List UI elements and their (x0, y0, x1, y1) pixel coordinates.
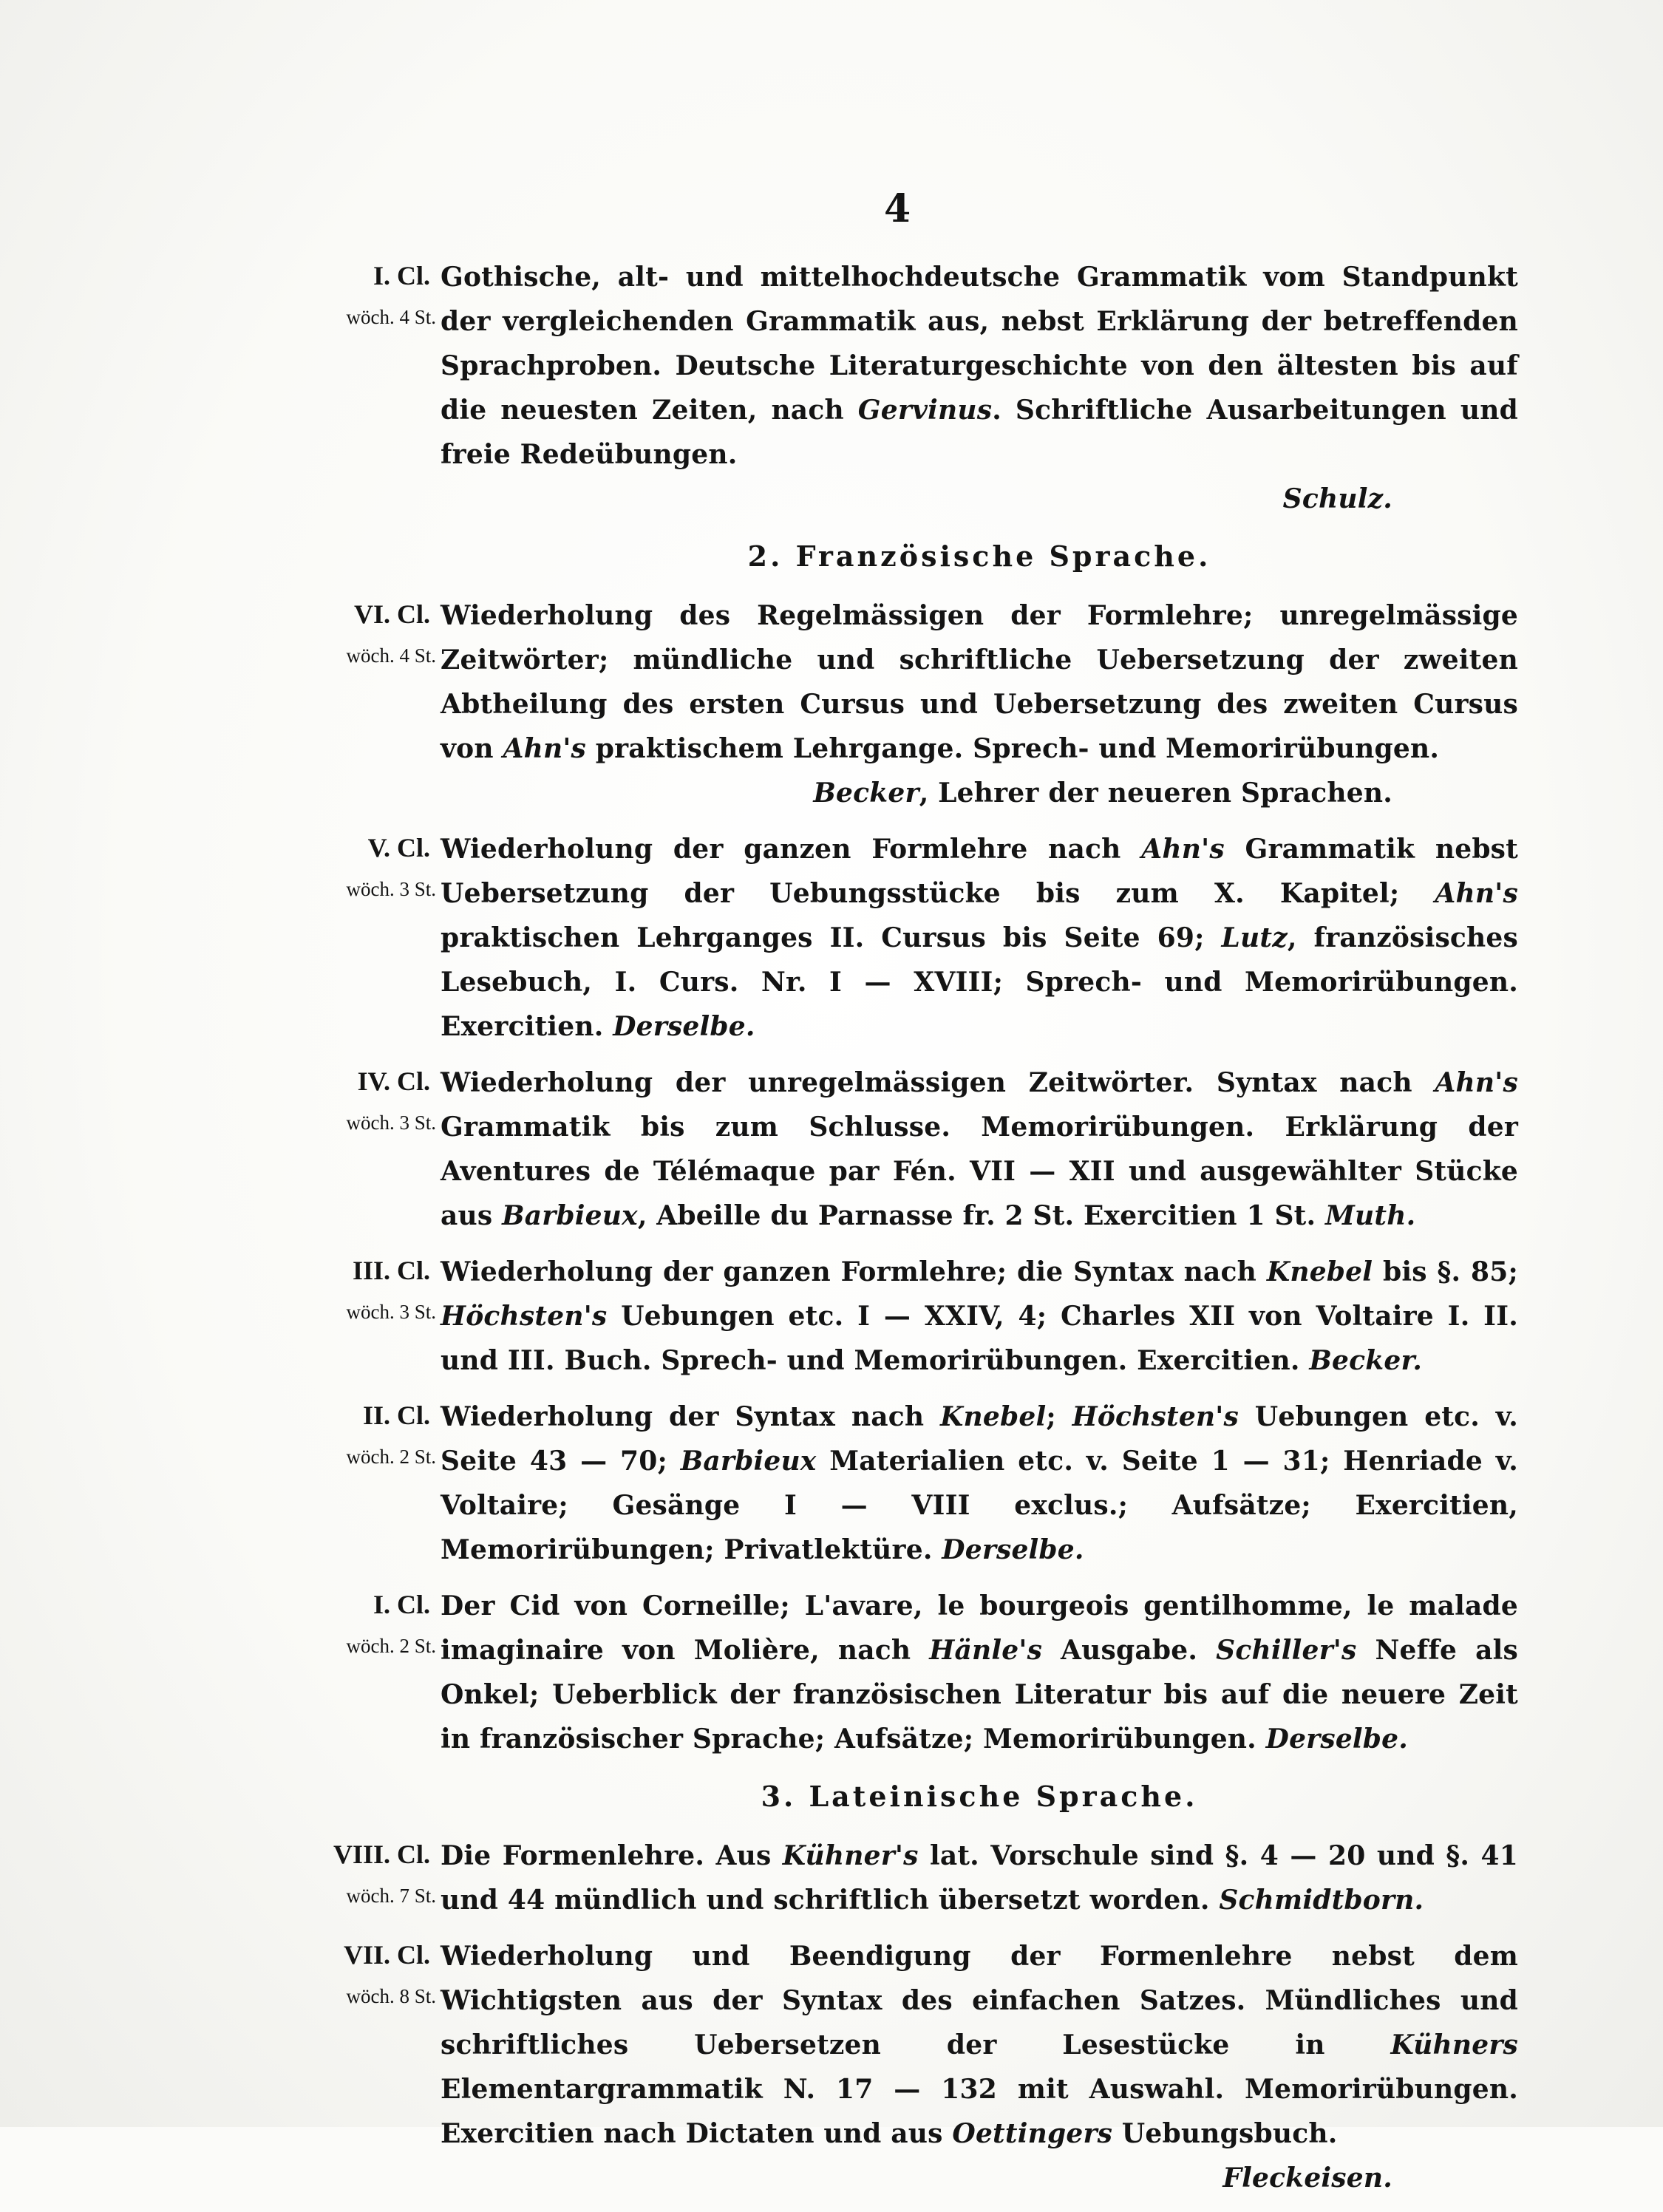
class-label: VII. Cl. (343, 1940, 430, 1970)
entry-label (282, 827, 441, 1049)
italic-name: Schmidtborn. (1219, 1885, 1424, 1916)
weekly-hours: wöch. 7 St. (346, 1885, 436, 1907)
italic-name: Höchsten's (1072, 1401, 1239, 1432)
teacher-line (441, 771, 1518, 815)
entry-label (282, 1395, 441, 1572)
italic-name: Ahn's (1435, 1067, 1518, 1098)
curriculum-entry (282, 1934, 1518, 2200)
weekly-hours: wöch. 8 St. (346, 1985, 436, 2007)
weekly-hours: wöch. 3 St. (346, 878, 436, 900)
italic-name: Barbieux (502, 1200, 638, 1231)
entry-label (282, 255, 441, 521)
teacher-name: Schulz. (1282, 483, 1392, 514)
text-run: praktischen Lehrganges II. Cursus bis Seite 69; (441, 922, 1222, 953)
curriculum-entry (282, 1395, 1518, 1572)
text-run: Die Formenlehre. Aus (441, 1840, 783, 1871)
italic-name: Derselbe. (613, 1011, 755, 1042)
text-run: bis §. 85; (1373, 1256, 1518, 1287)
text-run: Grammatik nebst Uebersetzung der Uebungsstücke bis zum X. Kapitel; (441, 834, 1518, 909)
text-run: praktischem Lehrgange. Sprech- und Memorirübungen. (586, 733, 1440, 764)
class-label: VIII. Cl. (333, 1840, 430, 1869)
text-run: Wiederholung der ganzen Formlehre nach (441, 834, 1142, 865)
entry-label (282, 1250, 441, 1383)
class-label: I. Cl. (373, 1590, 430, 1619)
text-run: Gothische, alt- und mittelhochdeutsche Grammatik vom Standpunkt der vergleichenden Grammatik aus, nebst Erklärung der betreffenden Sprachproben. Deutsche Literaturgeschichte von den ältesten bis auf die neuesten Zeiten, nach (441, 262, 1518, 426)
text-run: Wiederholung der ganzen Formlehre; die Syntax nach (441, 1256, 1267, 1287)
entry-label (282, 1584, 441, 1761)
italic-name: Derselbe. (1265, 1723, 1409, 1755)
curriculum-entry (282, 1250, 1518, 1383)
entry-label (282, 593, 441, 815)
text-run: ; (1046, 1401, 1072, 1432)
text-run: Uebungsbuch. (1112, 2118, 1338, 2149)
text-run: Neffe als Onkel; Ueberblick der französischen Literatur bis auf die neuere Zeit in französischer Sprache; Aufsätze; Memorirübungen. (441, 1635, 1519, 1755)
weekly-hours: wöch. 4 St. (346, 644, 436, 667)
italic-name: Schiller's (1216, 1635, 1357, 1666)
class-label: IV. Cl. (357, 1066, 430, 1096)
italic-name: Derselbe. (942, 1534, 1084, 1565)
entry-text (441, 1934, 1518, 2200)
entry-text (441, 1061, 1518, 1238)
class-label: V. Cl. (367, 833, 430, 862)
italic-name: Barbieux (680, 1446, 817, 1477)
text-run: Elementargrammatik N. 17 — 132 mit Auswahl. Memorirübungen. Exercitien nach Dictaten und aus (441, 2074, 1518, 2149)
italic-name: Muth. (1324, 1200, 1416, 1231)
curriculum-entry (282, 593, 1518, 815)
italic-name: Becker. (1309, 1345, 1423, 1376)
teacher-name: Fleckeisen. (1222, 2162, 1392, 2194)
text-run: lat. Vorschule sind §. 4 — 20 und §. 41 und 44 mündlich und schriftlich übersetzt worden. (441, 1840, 1518, 1916)
page-number: 4 (884, 186, 911, 231)
text-run: Uebungen etc. I — XXIV, 4; Charles XII von Voltaire I. II. und III. Buch. Sprech- und Memorirübungen. Exercitien. (441, 1301, 1518, 1376)
text-run: Wiederholung und Beendigung der Formenlehre nebst dem Wichtigsten aus der Syntax des einfachen Satzes. Mündliches und schriftliches Uebersetzen der Lesestücke in (441, 1941, 1518, 2060)
entry-text (441, 593, 1518, 815)
text-run: Wiederholung der Syntax nach (441, 1401, 941, 1432)
italic-name: Ahn's (503, 733, 587, 764)
teacher-title: , Lehrer der neueren Sprachen. (919, 777, 1392, 809)
weekly-hours: wöch. 3 St. (346, 1112, 436, 1134)
italic-name: Höchsten's (441, 1301, 608, 1332)
curriculum-entry (282, 827, 1518, 1049)
italic-name: Hänle's (929, 1635, 1043, 1666)
entry-text (441, 1834, 1518, 1922)
curriculum-entry (282, 1584, 1518, 1761)
weekly-hours: wöch. 3 St. (346, 1301, 436, 1323)
section-heading: 3. Lateinische Sprache. (761, 1780, 1198, 1813)
text-run: , französisches Lesebuch, I. Curs. Nr. I — XVIII; Sprech- und Memorirübungen. Exercitien. (441, 922, 1518, 1042)
entry-text (441, 827, 1518, 1049)
entry-text (441, 255, 1518, 521)
italic-name: Kühner's (782, 1840, 919, 1871)
entry-text (441, 1250, 1518, 1383)
italic-name: Knebel (1266, 1256, 1373, 1287)
weekly-hours: wöch. 4 St. (346, 306, 436, 328)
text-run: Wiederholung der unregelmässigen Zeitwörter. Syntax nach (441, 1067, 1435, 1098)
italic-name: Ahn's (1435, 878, 1518, 909)
entry-text (441, 1395, 1518, 1572)
text-run: Wiederholung des Regelmässigen der Formlehre; unregelmässige Zeitwörter; mündliche und schriftliche Uebersetzung der zweiten Abtheilung des ersten Cursus und Uebersetzung des zweiten Cursus von (441, 600, 1518, 764)
italic-name: Kühners (1390, 2029, 1518, 2060)
curriculum-entry (282, 1834, 1518, 1922)
text-run: , Abeille du Parnasse fr. 2 St. Exercitien 1 St. (637, 1200, 1325, 1231)
text-run: Uebungen etc. v. Seite 43 — 70; (441, 1401, 1518, 1477)
curriculum-entry (282, 255, 1518, 521)
entry-label (282, 1061, 441, 1238)
weekly-hours: wöch. 2 St. (346, 1635, 436, 1657)
document-content (282, 255, 1518, 2212)
class-label: II. Cl. (362, 1401, 430, 1430)
text-run: Materialien etc. v. Seite 1 — 31; Henriade v. Voltaire; Gesänge I — VIII exclus.; Aufsätze; Exercitien, Memorirübungen; Privatlektüre. (441, 1446, 1518, 1565)
section-heading: 2. Französische Sprache. (747, 540, 1211, 573)
teacher-name: Becker (813, 777, 919, 809)
text-run: Grammatik bis zum Schlusse. Memorirübungen. Erklärung der Aventures de Télémaque par Fén. VII — XII und ausgewählter Stücke aus (441, 1112, 1518, 1231)
entry-label (282, 1934, 441, 2200)
text-run: Ausgabe. (1042, 1635, 1217, 1666)
italic-name: Oettingers (952, 2118, 1113, 2149)
italic-name: Lutz (1221, 922, 1288, 953)
entry-label (282, 1834, 441, 1922)
entry-text (441, 1584, 1518, 1761)
class-label: I. Cl. (373, 261, 430, 290)
class-label: VI. Cl. (353, 599, 430, 629)
italic-name: Gervinus (857, 395, 993, 426)
curriculum-entry (282, 1061, 1518, 1238)
text-run: . Schriftliche Ausarbeitungen und freie Redeübungen. (441, 395, 1518, 470)
weekly-hours: wöch. 2 St. (346, 1446, 436, 1468)
italic-name: Ahn's (1141, 834, 1225, 865)
italic-name: Knebel (940, 1401, 1047, 1432)
text-run: Der Cid von Corneille; L'avare, le bourgeois gentilhomme, le malade imaginaire von Molière, nach (441, 1590, 1518, 1666)
class-label: III. Cl. (352, 1256, 430, 1285)
